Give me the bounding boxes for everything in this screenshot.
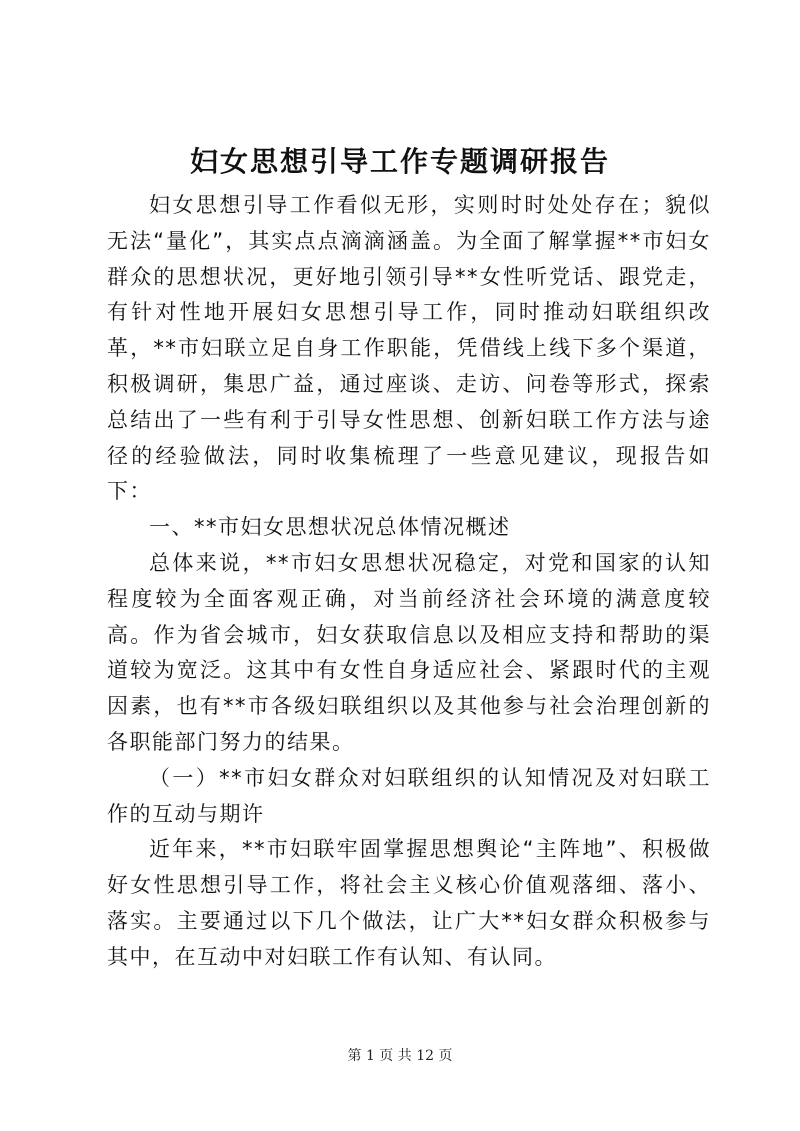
intro-paragraph: 妇女思想引导工作看似无形，实则时时处处存在；貌似无法“量化”，其实点点滴滴涵盖。为全面了解掌握**市妇女群众的思想状况，更好地引领引导**女性听党话、跟党走，有针对性地开展妇女思想引导工作，同时推动妇联组织改革，**市妇联立足自身工作职能，凭借线上线下多个渠道，积极调研，集思广益，通过座谈、走访、问卷等形式，探索总结出了一些有利于引导女性思想、创新妇联工作方法与途径的经验做法，同时收集梳理了一些意见建议，现报告如下： <box>107 193 711 504</box>
section-heading-1: 一、**市妇女思想状况总体情况概述 <box>149 515 511 540</box>
recent-years-paragraph: 近年来，**市妇联牢固掌握思想舆论“主阵地”、积极做好女性思想引导工作，将社会主义核心价值观落细、落小、落实。主要通过以下几个做法，让广大**妇女群众积极参与其中，在互动中对妇联工作有认知、有认同。 <box>107 837 711 969</box>
overview-paragraph: 总体来说，**市妇女思想状况稳定，对党和国家的认知程度较为全面客观正确，对当前经济社会环境的满意度较高。作为省会城市，妇女获取信息以及相应支持和帮助的渠道较为宽泛。这其中有女性自身适应社会、紧跟时代的主观因素，也有**市各级妇联组织以及其他参与社会治理创新的各职能部门努力的结果。 <box>107 550 711 754</box>
document-title: 妇女思想引导工作专题调研报告 <box>189 145 610 178</box>
document-body <box>107 188 711 976</box>
page-number-footer: 第 1 页 共 12 页 <box>347 1048 453 1064</box>
subsection-heading-1: （一）**市妇女群众对妇联组织的认知情况及对妇联工作的互动与期许 <box>107 765 711 826</box>
